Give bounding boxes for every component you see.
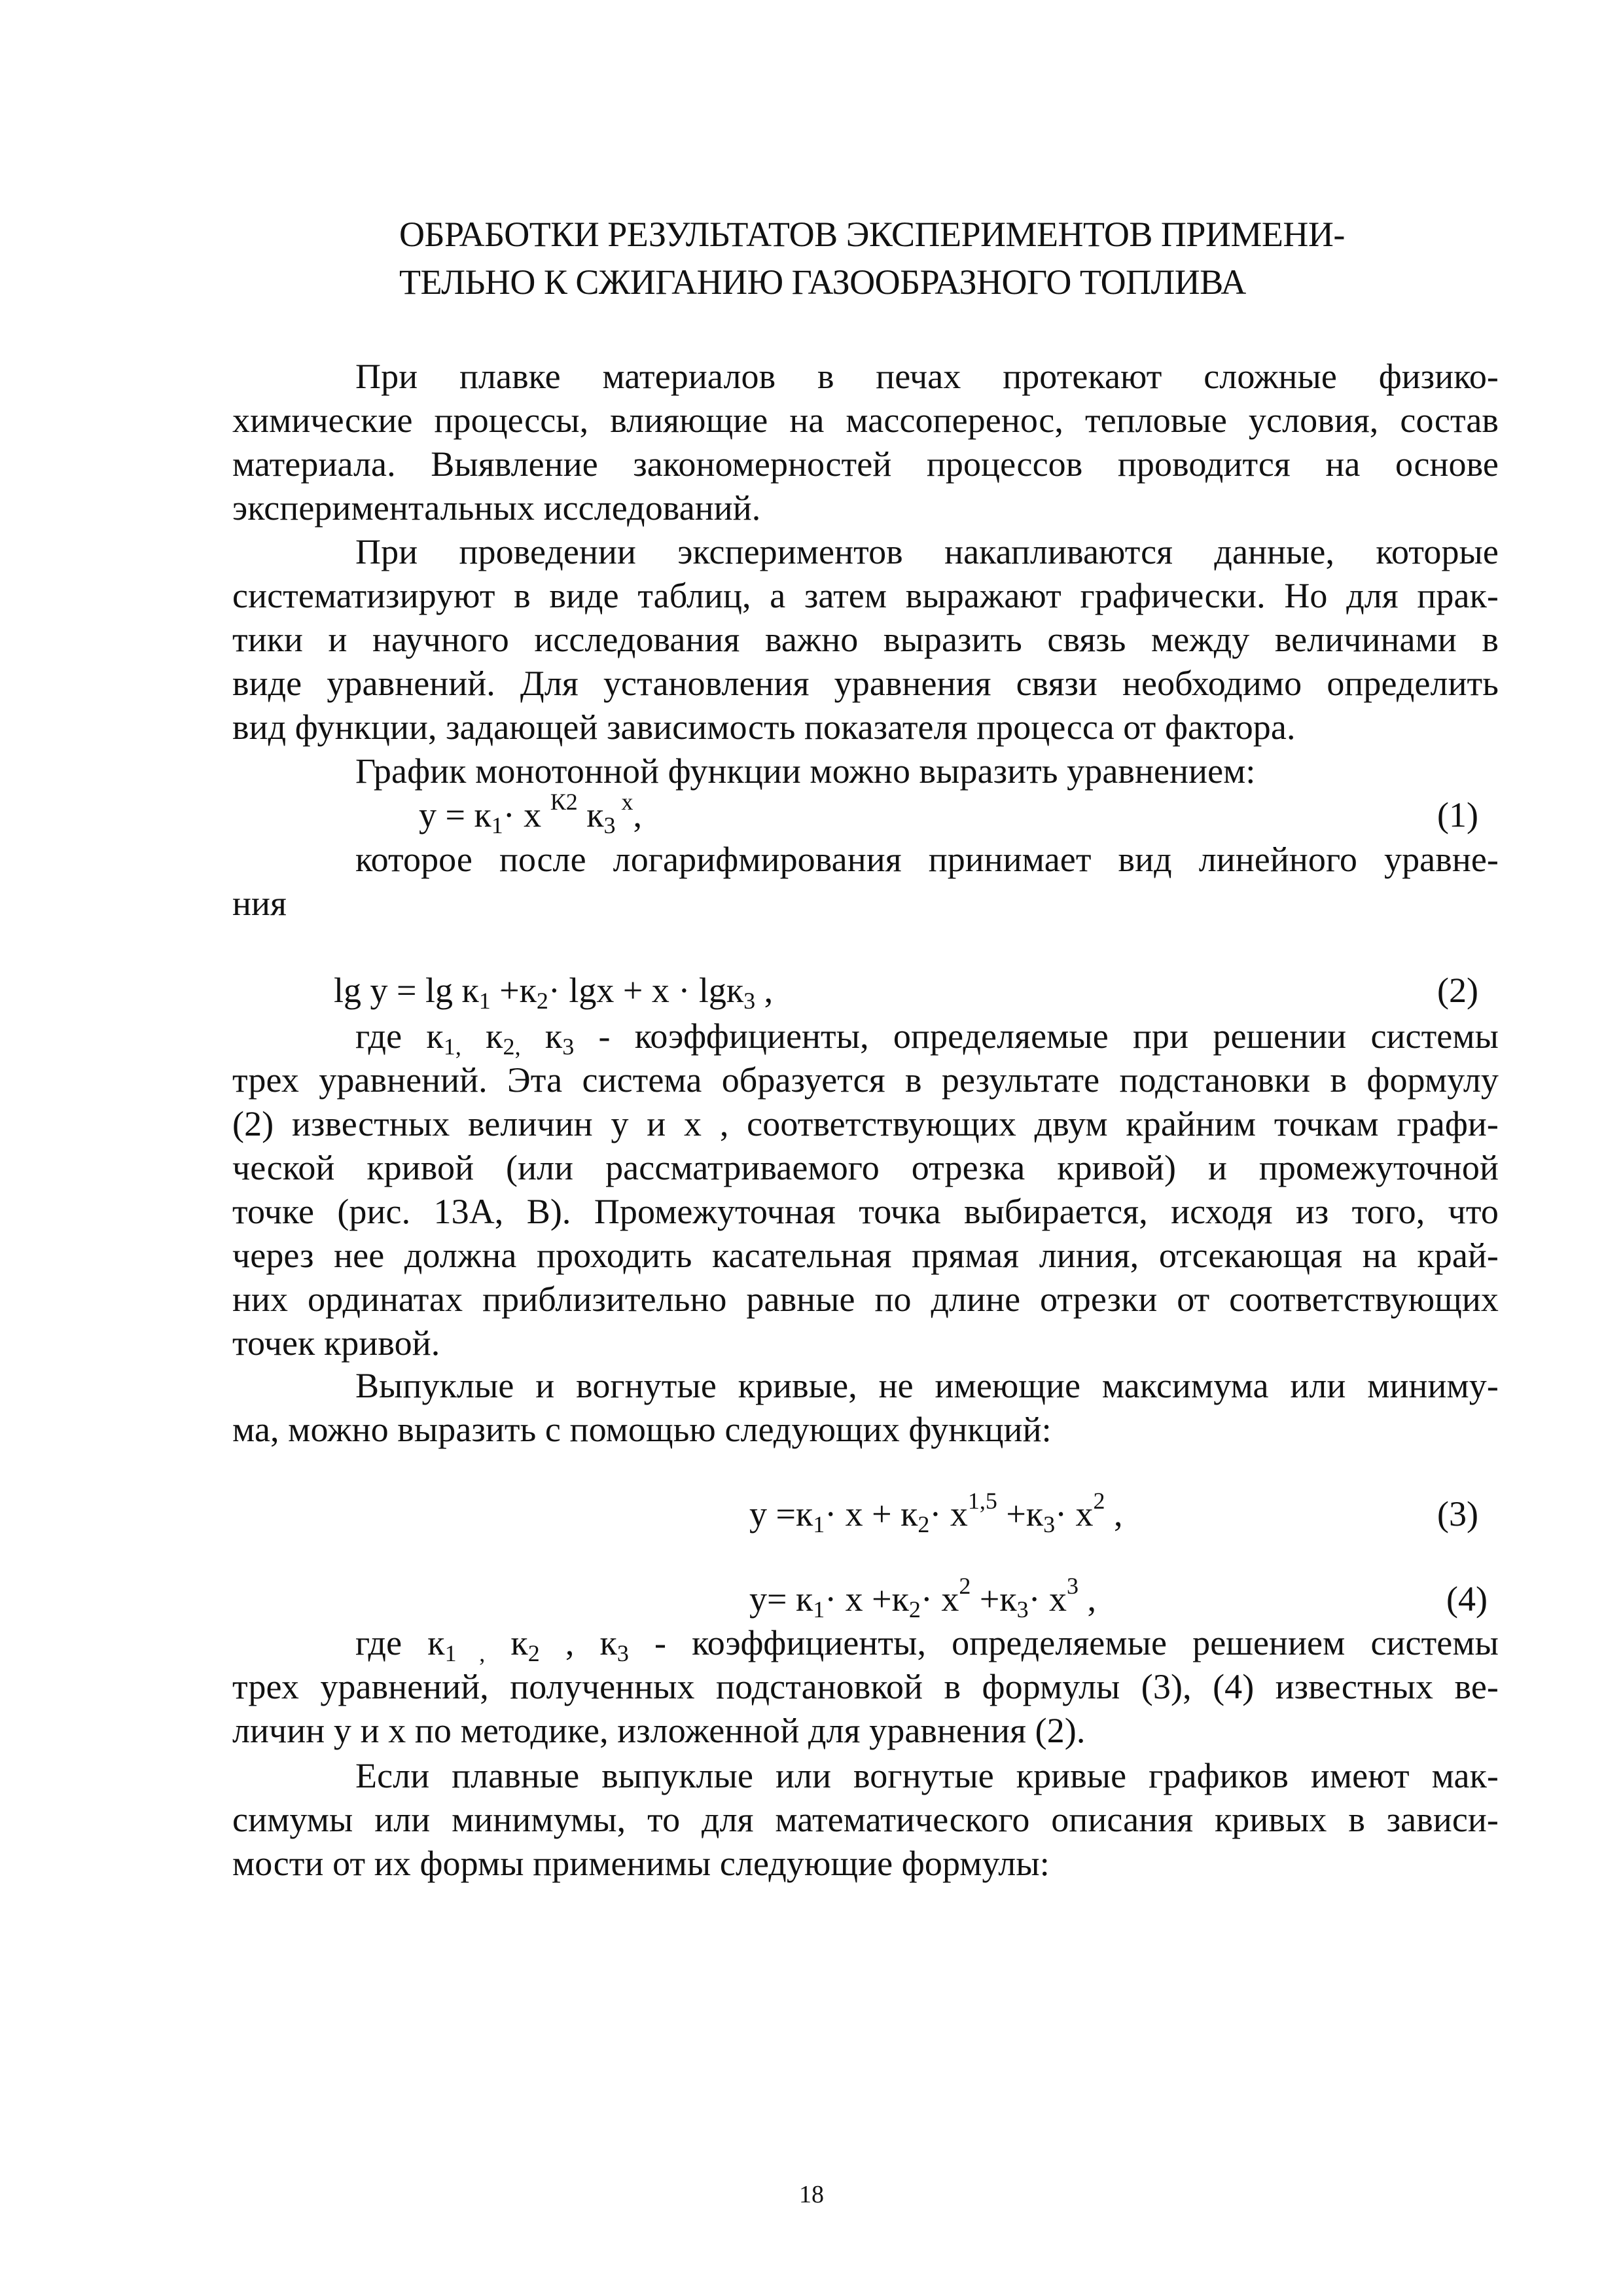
equation-4: $у= к_1\cdot х +к_2\cdot х^2 +к_3\cdot х^3$ , [749, 1573, 1097, 1623]
paragraph-line: систематизируют в виде таблиц, а затем выражают графически. Но для прак- [232, 576, 1499, 615]
paragraph-line: виде уравнений. Для установления уравнения связи необходимо определить [232, 664, 1499, 703]
equation-number-1: (1) [1437, 795, 1478, 834]
paragraph-line: трех уравнений, полученных подстановкой в формулы (3), (4) известных ве- [232, 1667, 1499, 1706]
equation-2: $\lg y = \lg к_1 +к_2\cdot \lg x + x \cdot \lg к_3$ , [334, 971, 774, 1014]
paragraph-line: мости от их формы применимы следующие формулы: [232, 1844, 1050, 1883]
title-line-1: ОБРАБОТКИ РЕЗУЛЬТАТОВ ЭКСПЕРИМЕНТОВ ПРИМЕНИ- [399, 215, 1345, 254]
paragraph-2 [232, 530, 1499, 749]
paragraph-line: личин у и х по методике, изложенной для уравнения (2). [232, 1711, 1086, 1750]
paragraph-line: точек кривой. [232, 1323, 440, 1363]
paragraph-line: Выпуклые и вогнутые кривые, не имеющие максимума или миниму- [355, 1366, 1499, 1405]
equation-number-4: (4) [1446, 1579, 1488, 1619]
paragraph-line: точке (рис. 13А, В). Промежуточная точка выбирается, исходя из того, что [232, 1192, 1499, 1231]
paragraph-line: трех уравнений. Эта система образуется в результате подстановки в формулу [232, 1060, 1499, 1100]
paragraph-line: График монотонной функции можно выразить уравнением: [355, 751, 1256, 791]
paragraph-line: симумы или минимумы, то для математического описания кривых в зависи- [232, 1800, 1499, 1839]
paragraph-line: (2) известных величин у и х , соответствующих двум крайним точкам графи- [232, 1104, 1499, 1143]
equation-number-2: (2) [1437, 971, 1478, 1010]
paragraph-line: При проведении экспериментов накапливаются данные, которые [355, 532, 1499, 571]
page-number: 18 [799, 2181, 824, 2208]
paragraph-line: экспериментальных исследований. [232, 488, 761, 528]
paragraph-4 [232, 838, 1499, 925]
section-title [399, 211, 1512, 306]
equation-1: $у = к_1\cdot х$ $^{К2}$ $к_3$ $^х$, [419, 789, 642, 838]
paragraph-line: где $к_{1,}$ $к_{2,}$ $к_3$ - коэффициенты, определяемые при решении системы [355, 1016, 1499, 1060]
paragraph-line: вид функции, задающей зависимость показателя процесса от фактора. [232, 708, 1296, 747]
paragraph-line: через нее должна проходить касательная прямая линия, отсекающая на край- [232, 1236, 1499, 1275]
paragraph-line: ческой кривой (или рассматриваемого отрезка кривой) и промежуточной [232, 1148, 1499, 1187]
paragraph-line: где $к_{1 ,}$ $к_2$ , $к_3$ - коэффициенты, определяемые решением системы [355, 1623, 1499, 1666]
paragraph-line: материала. Выявление закономерностей процессов проводится на основе [232, 444, 1499, 484]
paragraph-line: химические процессы, влияющие на массоперенос, тепловые условия, состав [232, 401, 1499, 440]
paragraph-8 [232, 1754, 1499, 1886]
paragraph-6 [232, 1364, 1499, 1452]
paragraph-line: них ординатах приблизительно равные по длине отрезки от соответствующих [232, 1280, 1499, 1319]
paragraph-7 [232, 1621, 1499, 1753]
paragraph-line: При плавке материалов в печах протекают сложные физико- [355, 357, 1499, 396]
paragraph-line: тики и научного исследования важно выразить связь между величинами в [232, 620, 1499, 659]
paragraph-1 [232, 355, 1499, 530]
equation-3: $у =к_1\cdot х + к_2\cdot х^{1,5} +к_3\cdot х^2$ , [749, 1488, 1123, 1537]
paragraph-line: ния [232, 884, 287, 923]
paragraph-line: Если плавные выпуклые или вогнутые кривые графиков имеют мак- [355, 1756, 1499, 1795]
paragraph-line: которое после логарифмирования принимает вид линейного уравне- [355, 840, 1499, 879]
paragraph-line: ма, можно выразить с помощью следующих функций: [232, 1410, 1052, 1449]
paragraph-3 [232, 749, 1499, 793]
title-line-2: ТЕЛЬНО К СЖИГАНИЮ ГАЗООБРАЗНОГО ТОПЛИВА [399, 262, 1246, 302]
equation-number-3: (3) [1437, 1494, 1478, 1534]
paragraph-5 [232, 1014, 1499, 1365]
